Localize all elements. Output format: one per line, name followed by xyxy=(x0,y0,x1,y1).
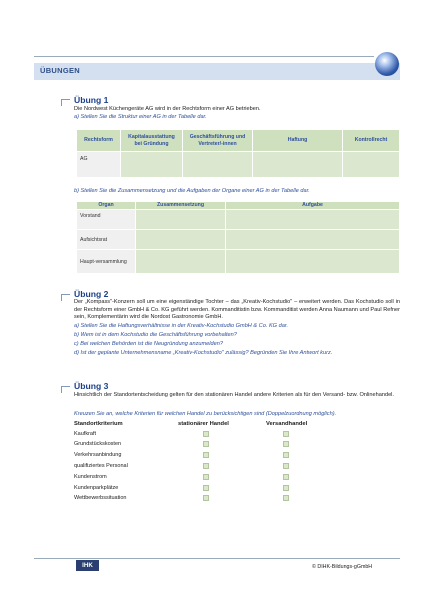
answer-cell[interactable] xyxy=(253,152,343,178)
stationary-checkbox[interactable] xyxy=(203,485,209,491)
criterion-label: Verkehrsanbindung xyxy=(74,452,122,458)
table-header: Zusammensetzung xyxy=(136,202,226,210)
answer-cell[interactable] xyxy=(136,250,226,274)
footer-divider xyxy=(34,558,400,559)
stationary-checkbox[interactable] xyxy=(203,431,209,437)
criterion-label: Kundenparkplätze xyxy=(74,485,119,491)
table-header: Kapitalausstattung bei Gründung xyxy=(121,130,183,152)
stationary-checkbox[interactable] xyxy=(203,463,209,469)
table-header: Geschäftsführung und Vertreter/-innen xyxy=(183,130,253,152)
answer-cell[interactable] xyxy=(226,210,400,230)
table-header: Organ xyxy=(77,202,136,210)
mailorder-checkbox[interactable] xyxy=(283,495,289,501)
exercise-2-title: Übung 2 xyxy=(74,289,109,299)
exercise-2-question-a: a) Stellen Sie die Haftungsverhältnisse in der Kreativ-Kochstudio GmbH & Co. KG dar. xyxy=(74,323,289,329)
header-divider xyxy=(34,56,374,57)
decorative-globe-icon xyxy=(375,52,399,76)
mailorder-checkbox[interactable] xyxy=(283,463,289,469)
ag-organs-table xyxy=(76,201,400,274)
table-header: Haftung xyxy=(253,130,343,152)
mailorder-checkbox[interactable] xyxy=(283,431,289,437)
mailorder-checkbox[interactable] xyxy=(283,474,289,480)
mailorder-checkbox[interactable] xyxy=(283,441,289,447)
criterion-label: qualifiziertes Personal xyxy=(74,463,128,469)
stationary-column-header: stationärer Handel xyxy=(178,421,229,427)
section-header-band xyxy=(34,63,400,80)
exercise-1-title: Übung 1 xyxy=(74,95,109,105)
exercise-1-task-a: a) Stellen Sie die Struktur einer AG in der Tabelle dar. xyxy=(74,114,207,120)
table-row-label: Aufsichtsrat xyxy=(77,230,136,250)
exercise-3-title: Übung 3 xyxy=(74,381,109,391)
copyright-text: © DIHK-Bildungs-gGmbH xyxy=(312,564,373,570)
heading-bracket xyxy=(61,99,70,106)
exercise-2-text: Der „Kompass"-Konzern soll um eine eigenständige Tochter – das „Kreativ-Kochstudio" – erweitert werden. Das Kochstudio soll in der Rechtsform einer GmbH & Co. KG geführt werden. Kommanditistin bzw. Kommanditist werden Anna Naumann und Paul Refner sein, Komplementärin wird die Nordost Gastronomie GmbH. xyxy=(74,299,400,321)
table-row-label: Haupt-versammlung xyxy=(77,250,136,274)
exercise-3-instruction: Kreuzen Sie an, welche Kriterien für welchen Handel zu berücksichtigen sind (Doppelzuordnung möglich). xyxy=(74,411,337,417)
exercise-1-intro: Die Nordwest Küchengeräte AG wird in der Rechtsform einer AG betrieben. xyxy=(74,106,261,112)
table-header: Aufgabe xyxy=(226,202,400,210)
mailorder-column-header: Versandhandel xyxy=(266,421,308,427)
answer-cell[interactable] xyxy=(183,152,253,178)
answer-cell[interactable] xyxy=(226,230,400,250)
criterion-label: Kaufkraft xyxy=(74,431,97,437)
criterion-label: Grundstückskosten xyxy=(74,441,122,447)
table-row-label: Vorstand xyxy=(77,210,136,230)
exercise-2-question-d: d) Ist der geplante Unternehmensname „Kreativ-Kochstudio" zulässig? Begründen Sie Ihre Antwort kurz. xyxy=(74,350,333,356)
answer-cell[interactable] xyxy=(136,230,226,250)
criterion-label: Kundenstrom xyxy=(74,474,107,480)
criteria-column-header: Standortkriterium xyxy=(74,421,123,427)
stationary-checkbox[interactable] xyxy=(203,452,209,458)
stationary-checkbox[interactable] xyxy=(203,474,209,480)
heading-bracket xyxy=(61,386,70,393)
table-row-label: AG xyxy=(77,152,121,178)
answer-cell[interactable] xyxy=(226,250,400,274)
stationary-checkbox[interactable] xyxy=(203,495,209,501)
exercise-3-text: Hinsichtlich der Standortentscheidung gelten für den stationären Handel andere Kriterien als für den Versand- bzw. Onlinehandel. xyxy=(74,392,394,398)
heading-bracket xyxy=(61,294,70,301)
exercise-1-task-b: b) Stellen Sie die Zusammensetzung und die Aufgaben der Organe einer AG in der Tabelle dar. xyxy=(74,188,310,194)
ag-structure-table xyxy=(76,129,400,178)
answer-cell[interactable] xyxy=(343,152,400,178)
exercise-2-question-c: c) Bei welchen Behörden ist die Neugründung anzumelden? xyxy=(74,341,223,347)
table-header: Kontrollrecht xyxy=(343,130,400,152)
criterion-label: Wettbewerbssituation xyxy=(74,495,127,501)
stationary-checkbox[interactable] xyxy=(203,441,209,447)
ihk-logo: IHK xyxy=(76,560,99,571)
section-title: ÜBUNGEN xyxy=(40,66,81,75)
table-header: Rechtsform xyxy=(77,130,121,152)
answer-cell[interactable] xyxy=(136,210,226,230)
exercise-2-question-b: b) Wem ist in dem Kochstudio die Geschäftsführung vorbehalten? xyxy=(74,332,237,338)
answer-cell[interactable] xyxy=(121,152,183,178)
mailorder-checkbox[interactable] xyxy=(283,452,289,458)
mailorder-checkbox[interactable] xyxy=(283,485,289,491)
